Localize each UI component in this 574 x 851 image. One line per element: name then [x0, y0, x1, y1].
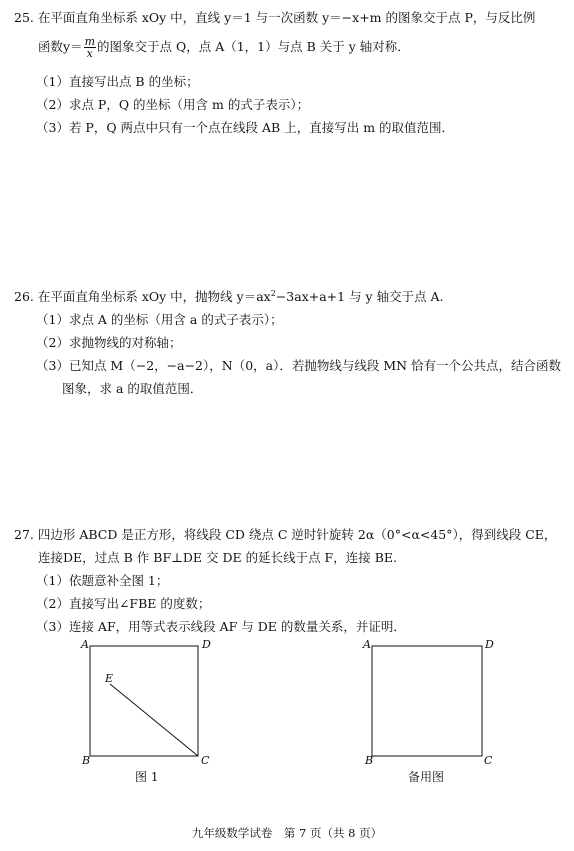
q26-sub1: （1）求点 A 的坐标（用含 a 的式子表示）； — [36, 312, 283, 327]
q27-number: 27. — [14, 527, 34, 542]
q26-number: 26. — [14, 289, 34, 304]
figure-backup — [361, 636, 501, 766]
figure-1 — [78, 636, 218, 766]
q27-sub2: （2）直接写出∠FBE 的度数； — [36, 596, 211, 611]
q25-fraction-num: m — [84, 35, 95, 48]
q26-sub2: （2）求抛物线的对称轴； — [36, 335, 182, 350]
q26-stem-pre: 在平面直角坐标系 xOy 中，抛物线 y＝ax — [37, 289, 271, 304]
q25-sub3: （3）若 P，Q 两点中只有一个点在线段 AB 上，直接写出 m 的取值范围． — [36, 120, 455, 135]
q25-number: 25. — [14, 10, 34, 25]
label-d-backup: D — [485, 638, 494, 651]
segment-ce — [110, 684, 198, 756]
q25-fraction — [84, 36, 96, 59]
q26-sub3-cont: 图象，求 a 的取值范围． — [62, 381, 203, 396]
figure-backup-caption: 备用图 — [408, 770, 445, 784]
q27-line2: 连接DE，过点 B 作 BF⊥DE 交 DE 的延长线于点 F，连接 BE. — [38, 550, 397, 565]
label-a-backup: A — [363, 638, 371, 651]
q25-line1 — [14, 10, 535, 26]
q27-sub3: （3）连接 AF，用等式表示线段 AF 与 DE 的数量关系，并证明． — [36, 619, 406, 634]
q25-line2 — [38, 36, 410, 59]
q25-stem-1: 在平面直角坐标系 xOy 中，直线 y＝1 与一次函数 y＝−x+m 的图象交于点 P，与反比例 — [37, 10, 536, 25]
page-footer: 九年级数学试卷 第 7 页（共 8 页） — [191, 826, 383, 840]
figure-1-caption: 图 1 — [135, 770, 159, 784]
q25-sub2: （2）求点 P，Q 的坐标（用含 m 的式子表示）； — [36, 97, 310, 112]
square-abcd-fig1 — [90, 646, 198, 756]
q26-stem-sup: 2 — [270, 288, 276, 298]
q26-line1 — [14, 289, 444, 305]
label-a-fig1: A — [81, 638, 89, 651]
label-b-backup: B — [365, 754, 374, 766]
label-b-fig1: B — [82, 754, 91, 766]
q26-sub3: （3）已知点 M（−2，−a−2），N（0，a）．若抛物线与线段 MN 恰有一个公共点，结合函数 — [36, 358, 562, 373]
q25-sub1: （1）直接写出点 B 的坐标； — [36, 74, 199, 89]
label-c-fig1: C — [201, 754, 210, 766]
label-e-fig1: E — [105, 672, 114, 685]
q25-stem-2-post: 的图象交于点 Q，点 A（1，1）与点 B 关于 y 轴对称． — [97, 39, 410, 54]
label-c-backup: C — [484, 754, 493, 766]
q27-sub1: （1）依题意补全图 1； — [36, 573, 169, 588]
q26-stem-post: −3ax+a+1 与 y 轴交于点 A. — [275, 289, 444, 304]
q25-fraction-den: x — [86, 47, 93, 60]
square-abcd-backup — [372, 646, 482, 756]
label-d-fig1: D — [202, 638, 211, 651]
q27-stem-1: 四边形 ABCD 是正方形，将线段 CD 绕点 C 逆时针旋转 2α（0°<α<45°），得到线段 CE， — [37, 527, 557, 542]
q27-line1 — [14, 527, 556, 543]
q25-stem-2-pre: 函数y＝ — [38, 39, 83, 54]
